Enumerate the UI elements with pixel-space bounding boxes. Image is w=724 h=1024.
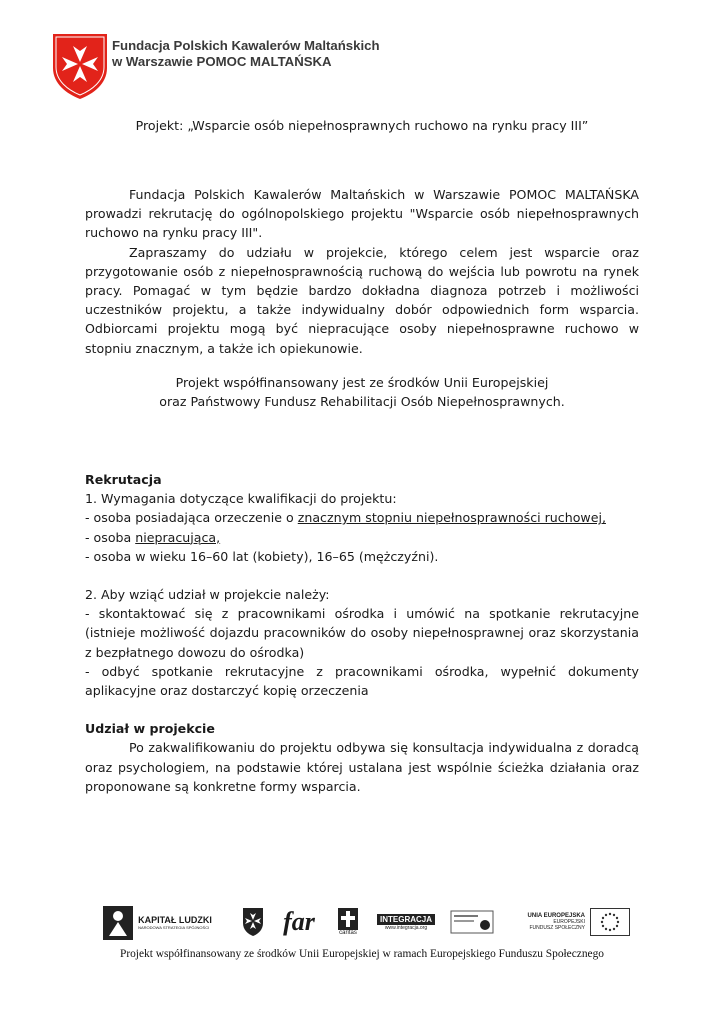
partner-logos — [95, 900, 635, 948]
eu-flag-icon — [589, 900, 631, 944]
kapital-ludzki-icon — [103, 902, 133, 942]
integracja-logo: INTEGRACJA www.integracja.org — [378, 900, 434, 944]
participation-heading: Udział w projekcie — [85, 721, 215, 737]
intro-paragraph-1: Fundacja Polskich Kawalerów Maltańskich w Warszawie POMOC MALTAŃSKA prowadzi rekrutację do ogólnopolskiego projektu "Wsparcie osób niepełnosprawnych ruchowo na rynku pracy III". — [85, 187, 639, 241]
participation-text: Po zakwalifikowaniu do projektu odbywa się konsultacja indywidualna z doradcą oraz psychologiem, na podstawie której ustalana jest wspólnie ścieżka działania oraz proponowane są konkretne formy wsparcia. — [85, 740, 639, 794]
organization-name: Fundacja Polskich Kawalerów Maltańskich w Warszawie POMOC MALTAŃSKA — [112, 38, 380, 69]
header — [51, 32, 451, 102]
requirement-item: - osoba posiadająca orzeczenie o znacznym stopniu niepełnosprawności ruchowej, — [85, 510, 606, 526]
caritas-cross-icon — [338, 908, 358, 930]
maltese-cross-shield-logo — [51, 32, 109, 100]
requirement-item: - osoba w wieku 16–60 lat (kobiety), 16–65 (mężczyźni). — [85, 548, 439, 564]
footer-note: Projekt współfinansowany ze środków Unii Europejskiej w ramach Europejskiego Funduszu Społecznego — [119, 948, 604, 960]
cofinancing-note: Projekt współfinansowany jest ze środków Unii Europejskiej oraz Państwowy Fundusz Rehabilitacji Osób Niepełnosprawnych. — [159, 375, 565, 410]
eu-efs-logo-text: UNIA EUROPEJSKA EUROPEJSKI FUNDUSZ SPOŁECZNY — [527, 913, 585, 931]
requirements-title: 1. Wymagania dotyczące kwalifikacji do projektu: — [85, 491, 397, 507]
kapital-ludzki-logo: KAPITAŁ LUDZKI NARODOWA STRATEGIA SPÓJNOŚCI — [95, 900, 220, 944]
intro-paragraph-2: Zapraszamy do udziału w projekcie, którego celem jest wsparcie oraz przygotowanie osób z niepełnosprawnością ruchową do wejścia lub powrotu na rynek pracy. Pomagać w tym będzie bardzo dokładna diagnoza potrzeb i możliwości uczestników projektu, a także indywidualny dobór odpowiednich form wsparcia. Odbiorcami projektu mogą być niepracujące osoby niepełnosprawne ruchowo w stopniu znacznym, a także ich opiekunowie. — [85, 244, 639, 356]
steps-title: 2. Aby wziąć udział w projekcie należy: — [85, 587, 330, 603]
partner-logo — [449, 900, 495, 944]
far-logo: far — [283, 907, 315, 936]
intro-section — [85, 185, 639, 358]
requirement-item: - osoba niepracująca, — [85, 529, 221, 545]
caritas-logo: caritas — [333, 900, 363, 944]
project-title: Projekt: „Wsparcie osób niepełnosprawnych ruchowo na rynku pracy III” — [135, 118, 589, 133]
step-item: - skontaktować się z pracownikami ośrodka i umówić na spotkanie rekrutacyjne (istnieje możliwość dojazdu pracowników do osoby niepełnosprawnej oraz skorzystania z bezpłatnego dowozu do ośrodka) — [85, 606, 639, 660]
step-item: - odbyć spotkanie rekrutacyjne z pracownikami ośrodka, wypełnić dokumenty aplikacyjne oraz dostarczyć kopię orzeczenia — [85, 663, 639, 699]
recruitment-section — [85, 470, 639, 796]
maltese-small-logo — [240, 900, 266, 944]
recruitment-heading: Rekrutacja — [85, 472, 162, 487]
